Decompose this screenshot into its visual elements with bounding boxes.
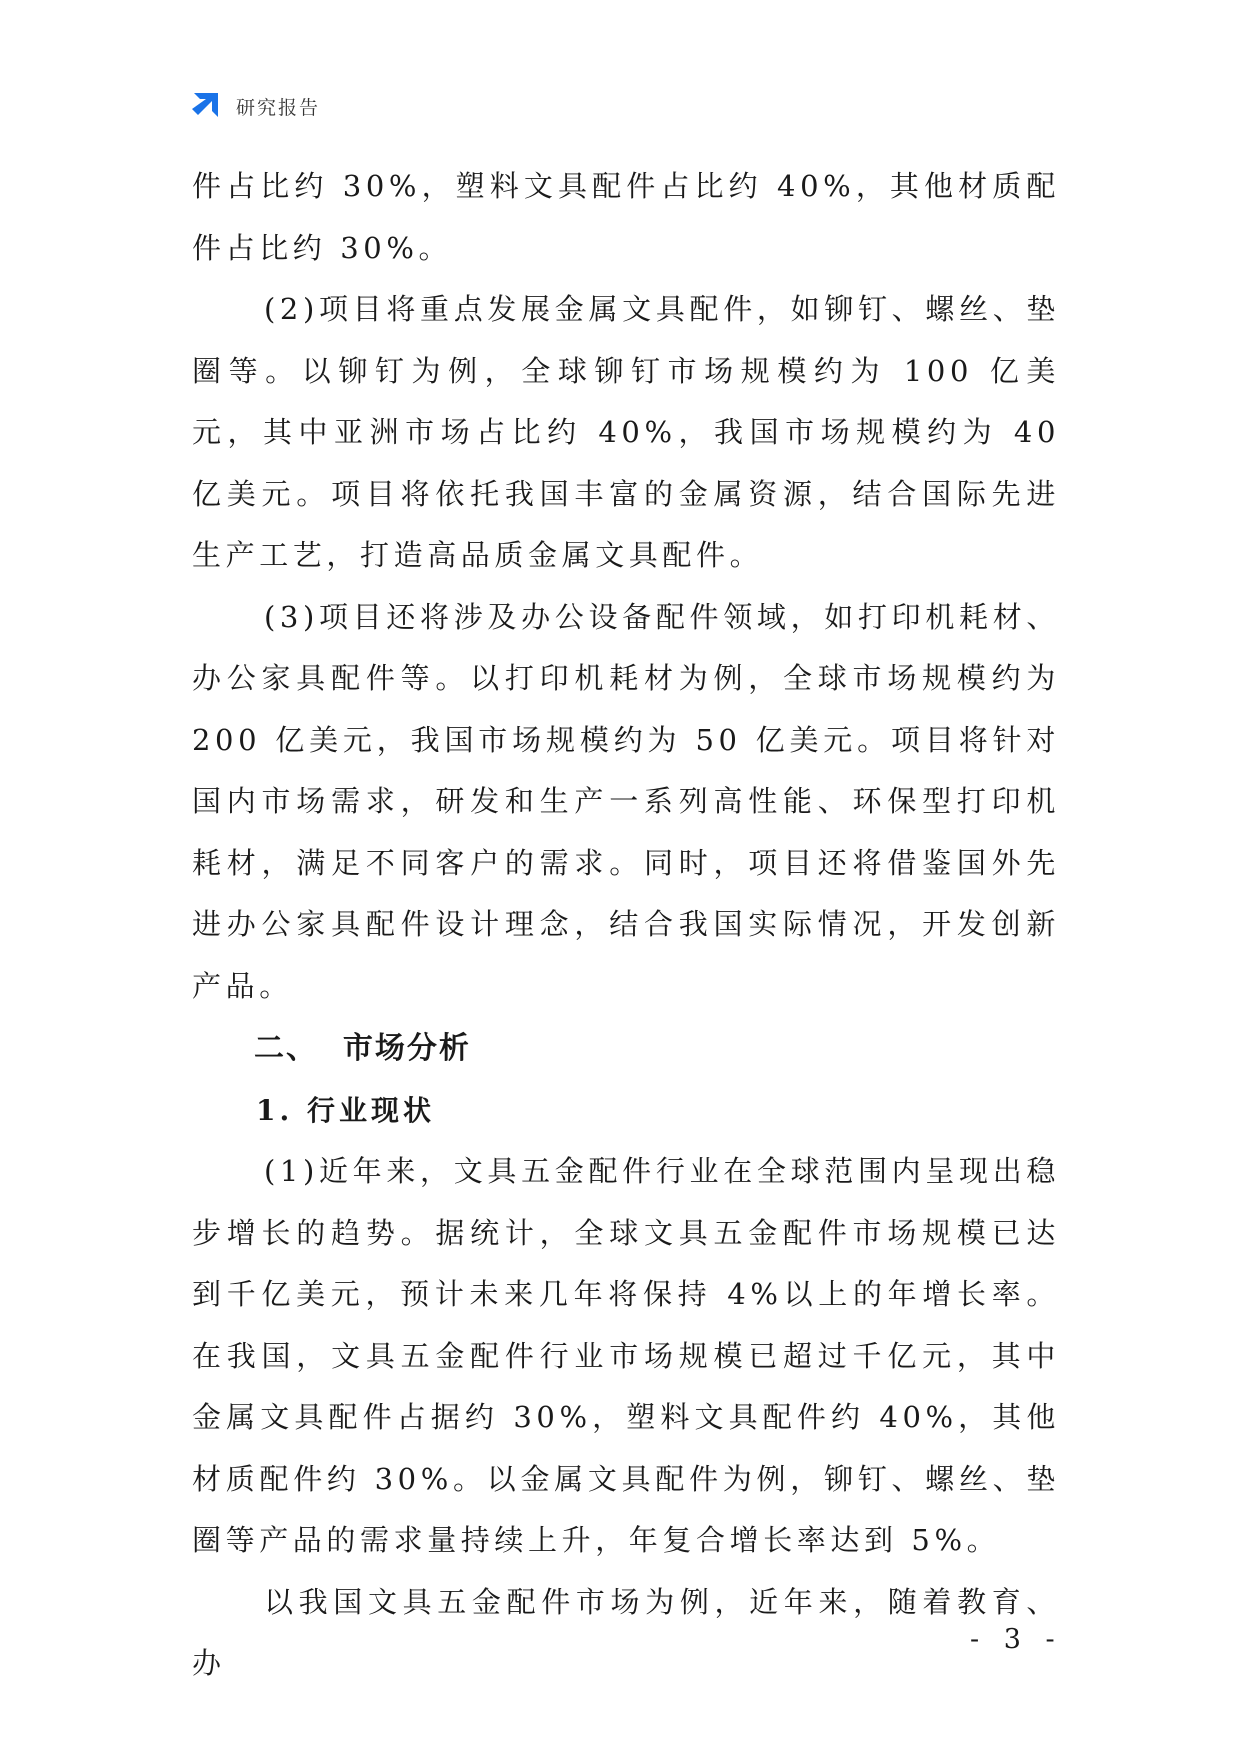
paragraph-item-2: (2)项目将重点发展金属文具配件，如铆钉、螺丝、垫圈等。以铆钉为例，全球铆钉市场规模约为 100 亿美元，其中亚洲市场占比约 40%，我国市场规模约为 40 亿美元。项目将依托我国丰富的金属资源，结合国际先进生产工艺，打造高品质金属文具配件。 [192,292,1060,572]
report-header [188,88,320,124]
paragraph-industry-status: (1)近年来，文具五金配件行业在全球范围内呈现出稳步增长的趋势。据统计，全球文具五金配件市场规模已达到千亿美元，预计未来几年将保持 4%以上的年增长率。在我国，文具五金配件行业市场规模已超过千亿元，其中金属文具配件占据约 30%，塑料文具配件约 40%，其他材质配件约 30%。以金属文具配件为例，铆钉、螺丝、垫圈等产品的需求量持续上升，年复合增长率达到 5%。 [192,1154,1060,1557]
subsection-heading: 1. 行业现状 [256,1094,435,1127]
page-number: - 3 - [970,1624,1063,1655]
header-title: 研究报告 [236,96,321,119]
paragraph-continued: 件占比约 30%，塑料文具配件占比约 40%，其他材质配件占比约 30%。 [192,169,1060,265]
paragraph-domestic-market: 以我国文具五金配件市场为例，近年来，随着教育、办 [192,1584,1060,1680]
section-heading: 二、 市场分析 [254,1031,471,1066]
paragraph-item-3: (3)项目还将涉及办公设备配件领域，如打印机耗材、办公家具配件等。以打印机耗材为例，全球市场规模约为 200 亿美元，我国市场规模约为 50 亿美元。项目将针对国内市场需求，研发和生产一系列高性能、环保型打印机耗材，满足不同客户的需求。同时，项目还将借鉴国外先进办公家具配件设计理念，结合我国实际情况，开发创新产品。 [192,599,1060,1003]
document-body [192,156,1060,1695]
arrow-up-right-icon [188,89,222,123]
